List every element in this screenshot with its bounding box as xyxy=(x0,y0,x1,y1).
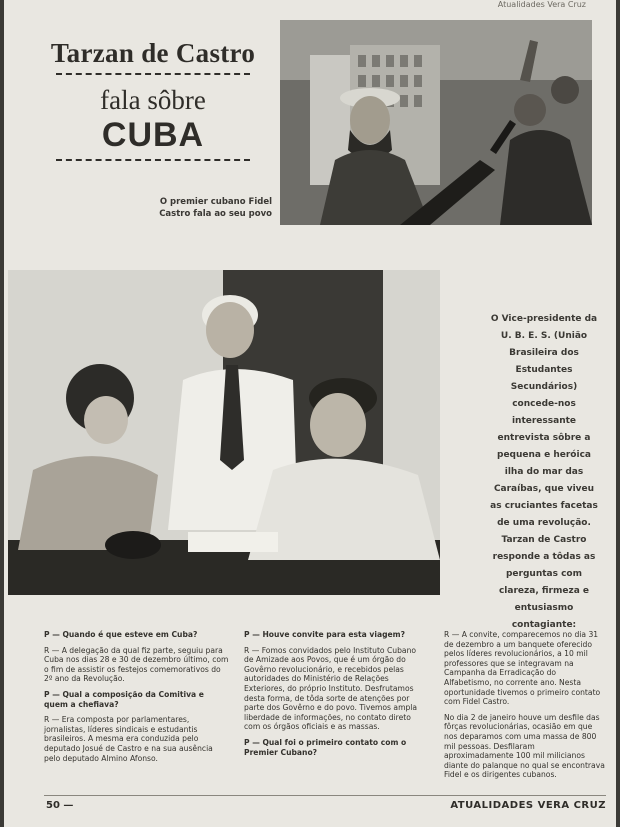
article-column-2 xyxy=(244,630,424,763)
top-strip-text: Atualidades Vera Cruz xyxy=(497,0,586,9)
page-number: 50 — xyxy=(46,800,74,811)
photo-interview-illustration xyxy=(8,270,440,595)
article-title xyxy=(48,38,258,161)
answer-3: R — Fomos convidados pelo Instituto Cubano de Amizade aos Povos, que é um órgão do Govêrno revolucionário, e recebidos pelas autoridades do Ministério de Relações Exteriores, do próprio Instituto. Desfrutamos desta forma, de tôda sorte de atenções por parte dos Govêrno e do povo. Tivemos ampla liberdade de informações, no contato direto com os órgãos oficiais e as massas. xyxy=(244,645,418,732)
answer-4: R — A convite, comparecemos no dia 31 de dezembro a um banquete oferecido pelos líderes revolucionários, a 10 mil professores que se integravam na Campanha da Erradicação do Alfabetismo, no corrente ano. Nesta oportunidade tivemos o primeiro contato com Fidel Castro. xyxy=(444,630,601,707)
title-divider-bottom xyxy=(56,159,250,161)
photo-fidel-speaking xyxy=(280,20,592,225)
title-line-2-prefix: fala sôbre xyxy=(100,85,206,115)
answer-4-continued: No dia 2 de janeiro houve um desfile das fôrças revolucionárias, ocasião em que nos deparamos com uma massa de 800 mil pessoas. Desfilaram aproximadamente 100 mil milicianos diante do palanque no qual se encontrava Fidel e os dirigentes cubanos. xyxy=(444,712,605,780)
article-column-3 xyxy=(444,630,606,786)
footer-divider xyxy=(44,795,606,796)
question-1: P — Quando é que esteve em Cuba? xyxy=(44,630,198,639)
intro-side-text: O Vice-presidente da U. B. E. S. (União Brasileira dos Estudantes Secundários) concede-nos interessante entrevista sôbre a pequena e heróica ilha do mar das Caraíbas, que viveu as cruciantes facetas de uma revolução. Tarzan de Castro responde a tôdas as perguntas com clareza, firmeza e entusiasmo contagiante: xyxy=(490,314,598,630)
title-divider xyxy=(56,73,250,75)
question-2: P — Qual a composição da Comitiva e quem a chefiava? xyxy=(44,689,204,709)
article-column-1 xyxy=(44,630,230,769)
question-4: P — Qual foi o primeiro contato com o Premier Cubano? xyxy=(244,737,407,757)
answer-1: R — A delegação da qual fiz parte, seguiu para Cuba nos dias 28 e 30 de dezembro último, com o fim de assistir os festejos comemorativos do 2º ano da Revolução. xyxy=(44,645,229,684)
photo-fidel-illustration xyxy=(280,20,592,225)
photo-interview xyxy=(8,270,440,595)
title-line-2 xyxy=(48,85,258,155)
title-line-1: Tarzan de Castro xyxy=(50,38,256,68)
magazine-page xyxy=(4,0,616,827)
title-line-2-strong: CUBA xyxy=(101,116,205,154)
magazine-name: ATUALIDADES VERA CRUZ xyxy=(450,800,606,811)
question-3: P — Houve convite para esta viagem? xyxy=(244,630,405,639)
answer-2: R — Era composta por parlamentares, jornalistas, líderes sindicais e estudantis brasileiros. A mesma era conduzida pelo deputado Josué de Castro e na sua ausência pelo deputado Almino Afonso. xyxy=(44,715,213,763)
photo1-caption: O premier cubano Fidel Castro fala ao seu povo xyxy=(159,197,272,219)
